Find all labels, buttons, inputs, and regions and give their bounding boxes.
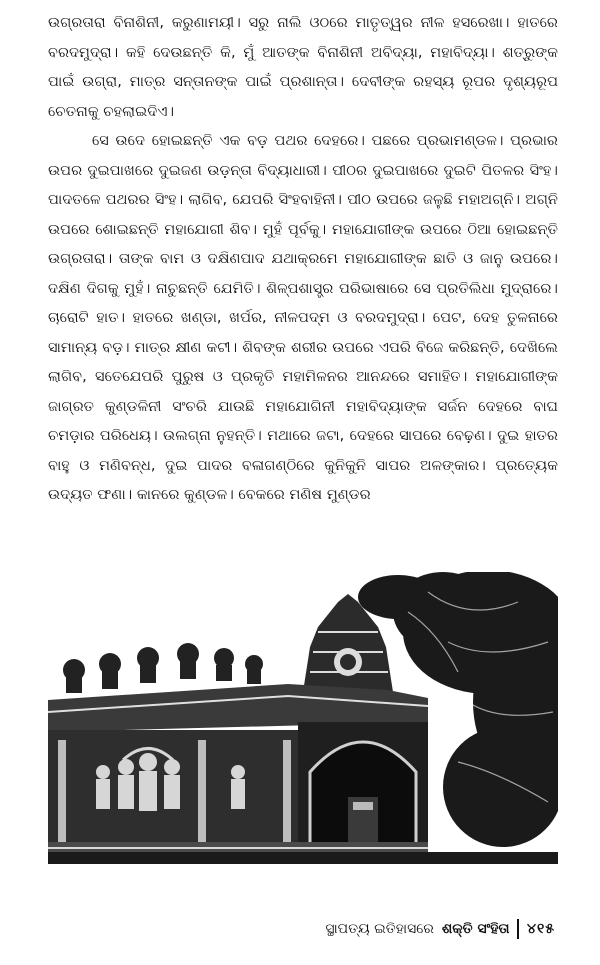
page-number: ୪୧୫ [526, 921, 555, 937]
book-title: ଶକ୍ତି ସଂହିତା [441, 921, 510, 937]
left-pavilion [48, 730, 298, 850]
temple-photo [48, 572, 558, 864]
book-title-prefix: ସ୍ଥାପତ୍ୟ ଇତିହାସରେ [325, 921, 434, 937]
temple-entrance [298, 722, 428, 852]
footer-divider [517, 919, 519, 939]
body-text [48, 8, 558, 510]
temple-illustration [48, 572, 558, 864]
page-footer [326, 919, 555, 939]
paragraph-2: ସେ ଉଦେ ହୋଇଛନ୍ତି ଏକ ବଡ଼ ପଥର ଦେହରେ। ପଛରେ ପ୍ରଭାମଣ୍ଡଳ। ପ୍ରଭାର ଉପର ଦୁଇପାଖରେ ଦୁଇଜଣ ଉଡ଼ନ୍ତା ବିଦ୍ୟାଧାରୀ। ପୀଠର ଦୁଇପାଖରେ ଦୁଇଟି ପିତଳର ସିଂହ। ପାଦତଳେ ପଥରର ସିଂହ। ଲାଗିବ, ଯେପରି ସିଂହବାହିନୀ। ପୀଠ ଉପରେ ଜଳୁଛି ମହାଅଗ୍ନି। ଅଗ୍ନି ଉପରେ ଶୋଇଛନ୍ତି ମହାଯୋଗୀ ଶିବ। ମୁହଁ ପୂର୍ବକୁ। ମହାଯୋଗୀଙ୍କ ଉପରେ ଠିଆ ହୋଇଛନ୍ତି ଉଗ୍ରତାରା। ତାଙ୍କ ବାମ ଓ ଦକ୍ଷିଣପାଦ ଯଥାକ୍ରମେ ମହାଯୋଗୀଙ୍କ ଛାତି ଓ ଜାନୁ ଉପରେ। ଦକ୍ଷିଣ ଦିଗକୁ ମୁହଁ। ନାଚୁଛନ୍ତି ଯେମିତି। ଶିଳ୍ପଶାସ୍ତ୍ର ପରିଭାଷାରେ ସେ ପ୍ରତିଲିଧା ମୁଦ୍ରାରେ। ଚାରୋଟି ହାତ। ହାତରେ ଖଣ୍ଡା, ଖର୍ପର, ନୀଳପଦ୍ମ ଓ ବରଦମୁଦ୍ରା। ପେଟ, ଦେହ ତୁଳନାରେ ସାମାନ୍ୟ ବଡ଼। ମାତ୍ର କ୍ଷୀଣ କଟୀ। ଶିବଙ୍କ ଶରୀର ଉପରେ ଏପରି ବିଜେ କରିଛନ୍ତି, ଦେଖିଲେ ଲାଗିବ, ସତେଯେପରି ପୁରୁଷ ଓ ପ୍ରକୃତି ମହାମିଳନର ଆନନ୍ଦରେ ସମାହିତ। ମହାଯୋଗୀଙ୍କ ଜାଗ୍ରତ କୁଣ୍ଡଳିନୀ ସଂଚରି ଯାଉଛି ମହାଯୋଗିନୀ ମହାବିଦ୍ୟାଙ୍କ ସର୍ଜନ ଦେହରେ ବାଘ ଚମଡ଼ାର ପରିଧେୟ। ଉଲଗ୍ନା ନୁହନ୍ତି। ମଥାରେ ଜଟା, ଦେହରେ ସାପରେ ବେଢ଼ଣ। ଦୁଇ ହାତର ବାହୁ ଓ ମଣିବନ୍ଧ, ଦୁଇ ପାଦର ବଳାଗଣ୍ଠିରେ କୁନିକୁନି ସାପର ଅଳଙ୍କାର। ପ୍ରତ୍ୟେକ ଉଦ୍ୟତ ଫଣା। କାନରେ କୁଣ୍ଡଳ। ବେକରେ ମଣିଷ ମୁଣ୍ଡର [48, 132, 558, 503]
paragraph-1: ଉଗ୍ରତାରା ବିନାଶିନୀ, କରୁଣାମୟୀ। ସରୁ ନାଲି ଓଠରେ ମାତୃତ୍ୱର ନୀଳ ହସରେଖା। ହାତରେ ବରଦମୁଦ୍ରା। କହି ଦେଉଛନ୍ତି କି, ମୁଁ ଆତଙ୍କ ବିନାଶିନୀ ଅବିଦ୍ୟା, ମହାବିଦ୍ୟା। ଶତ୍ରୁଙ୍କ ପାଇଁ ଉଗ୍ରା, ମାତ୍ର ସନ୍ତାନଙ୍କ ପାଇଁ ପ୍ରଶାନ୍ତା। ଦେବୀଙ୍କ ରହସ୍ୟ ରୂପର ଦୃଶ୍ୟରୂପ ଚେତନାକୁ ଚହଲାଇଦିଏ। [48, 14, 558, 120]
